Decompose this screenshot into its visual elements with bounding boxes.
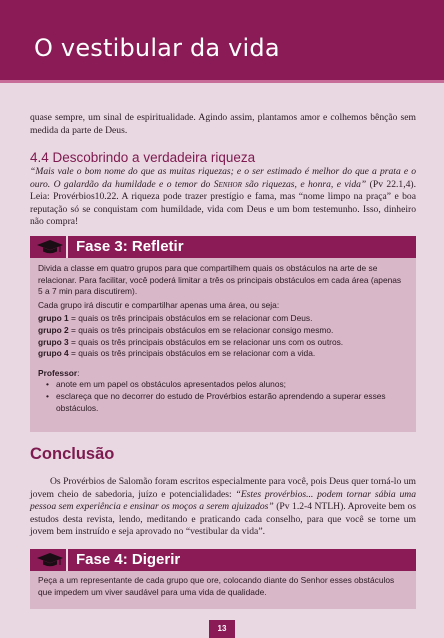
list-item: • anote em um papel os obstáculos apresentados pelos alunos; [46, 379, 408, 391]
graduation-cap-icon [36, 552, 64, 568]
conclusion-quote: “Estes provérbios... podem tornar sábia uma pessoa sem experiência e ensinar os moços a serem ajuizados” [30, 488, 416, 513]
bible-quote-lord: Senhor [213, 178, 242, 190]
professor-label: Professor: [38, 367, 80, 378]
list-item: • esclareça que no decorrer do estudo de Provérbios estarão aprendendo a superar esses obstáculos. [46, 391, 408, 414]
fase3-instruction-2: Cada grupo irá discutir e compartilhar apenas uma área, ou seja: [38, 299, 280, 310]
fase4-title: Fase 4: Digerir [76, 551, 181, 568]
page-header [0, 0, 444, 80]
conclusion-paragraph: Os Provérbios de Salomão foram escritos especialmente para você, pois Deus quer torná-lo um jovem cheio de sabedoria, juízo e potencialidades: “Estes provérbios... podem tornar sábia uma pessoa sem experiência e ensinar os moços a serem ajuizados” (Pv 1.2-4 NTLH). Aproveite bem os estudos desta revista, lendo, meditando e praticando cada conselho, para que você se torne um jovem bem instruído e seja aprovado no “vestibular da vida”. [30, 476, 416, 538]
group-item: grupo 2 = quais os três principais obstáculos em se relacionar consigo mesmo. [38, 324, 334, 335]
fase3-instruction: Divida a classe em quatro grupos para que compartilhem quais os obstáculos na arte de se relacionar. Para facilitar, você poderá limitar a três os principais obstáculos em cada área (apenas 5 a 7 min para discutirem). [38, 263, 402, 297]
section-heading: 4.4 Descobrindo a verdadeira riqueza [30, 150, 256, 165]
group-item: grupo 1 = quais os três principais obstáculos em se relacionar com Deus. [38, 313, 313, 324]
group-item: grupo 4 = quais os três principais obstáculos em se relacionar com a vida. [38, 348, 316, 359]
page-title: O vestibular da vida [34, 34, 280, 62]
section-body: (Pv 22.1,4). Leia: Provérbios10.22. A riqueza pode trazer prestígio e fama, mas “nome limpo na praça” e boa reputação só se conquistam com humildade, vida com Deus e um bom testemunho. Isso, dinheiro não compra! [30, 178, 416, 228]
group-item: grupo 3 = quais os três principais obstáculos em se relacionar uns com os outros. [38, 336, 344, 347]
fase3-header-bar [30, 236, 416, 258]
fase4-instruction: Peça a um representante de cada grupo que ore, colocando diante do Senhor esses obstáculos que impedem um viver saudável para uma vida de qualidade. [38, 575, 395, 597]
graduation-cap-icon [36, 239, 64, 255]
header-divider [0, 80, 444, 83]
fase3-title: Fase 3: Refletir [76, 238, 184, 255]
bible-quote-end: são riquezas, e honra, e vida” [241, 178, 367, 190]
fase4-header-bar [30, 549, 416, 571]
conclusion-heading: Conclusão [30, 445, 115, 463]
page-number: 13 [209, 620, 235, 638]
section-paragraph [30, 166, 416, 229]
fase3-content [30, 258, 416, 432]
fase-divider [66, 236, 68, 258]
fase4-content [30, 571, 416, 609]
bible-quote: “Mais vale o bom nome do que as muitas riquezas; e o ser estimado é melhor do que a prata e o ouro. O galardão da humildade e o temor do [30, 166, 416, 190]
intro-paragraph: quase sempre, um sinal de espiritualidade. Agindo assim, plantamos amor e colhemos bênção sem medida da parte de Deus. [30, 112, 416, 136]
fase-divider [66, 549, 68, 571]
professor-list [38, 379, 408, 414]
